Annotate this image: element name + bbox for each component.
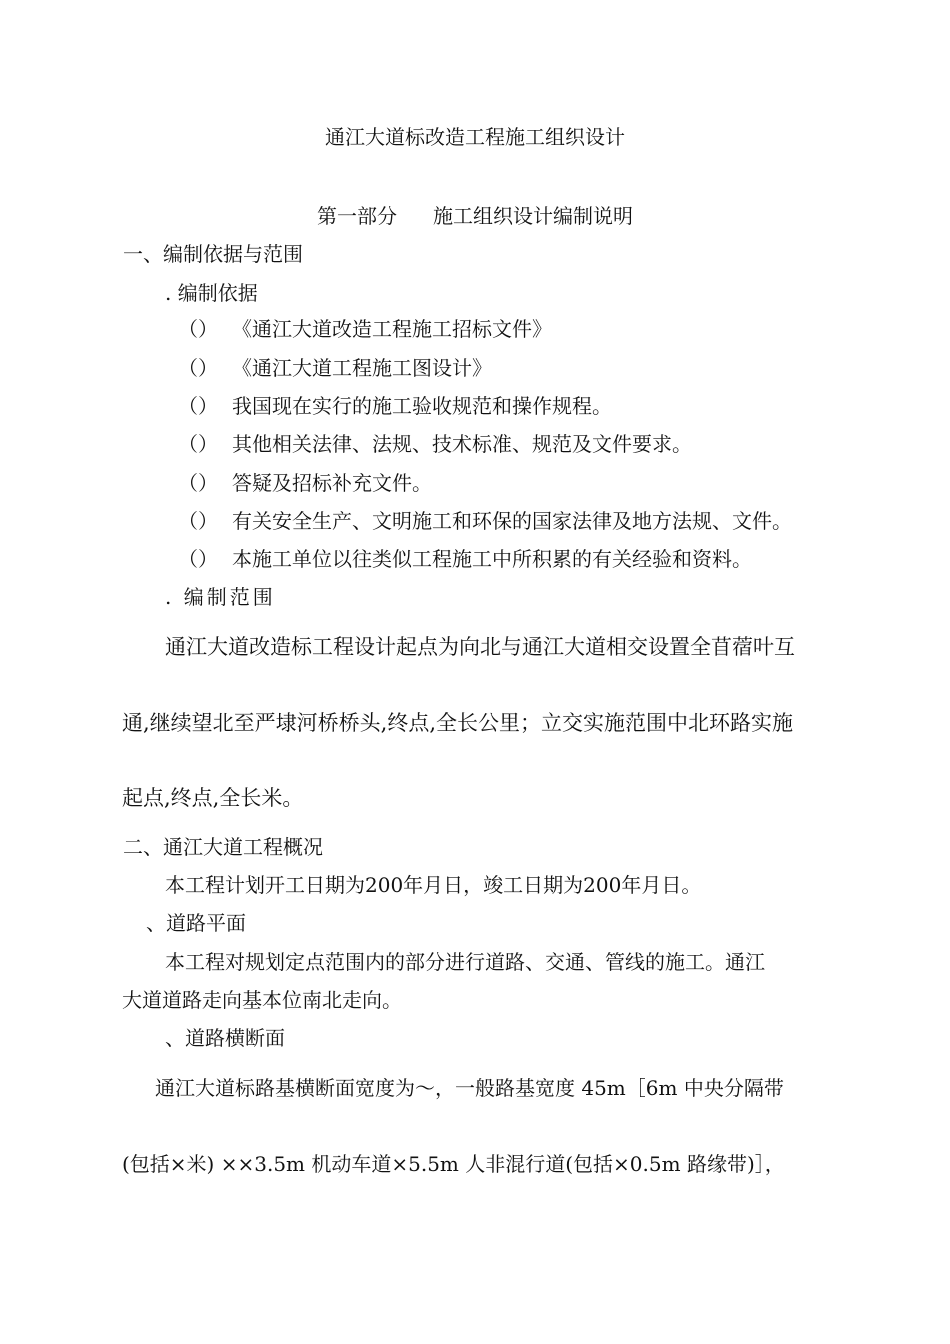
cross-section-line-1: 通江大道标路基横断面宽度为～，一般路基宽度 45m［6m 中央分隔带 [155,1076,784,1100]
item-number: （） [178,356,218,380]
document-title: 通江大道标改造工程施工组织设计 [325,125,625,149]
item-text: 本施工单位以往类似工程施工中所积累的有关经验和资料。 [232,547,752,571]
item-number: （） [178,317,218,341]
road-plan-line-1: 本工程对规划定点范围内的部分进行道路、交通、管线的施工。通江 [165,950,765,974]
item-text: 有关安全生产、文明施工和环保的国家法律及地方法规、文件。 [232,509,792,533]
scope-line-1: 通江大道改造标工程设计起点为向北与通江大道相交设置全苜蓿叶互 [165,635,795,659]
list-item [178,355,492,381]
list-item [178,431,692,457]
item-text: 答疑及招标补充文件。 [232,471,432,495]
part-title: 施工组织设计编制说明 [433,204,633,228]
scope-line-3: 起点,终点,全长米。 [122,786,304,810]
item-number: （） [178,547,218,571]
item-text: 《通江大道工程施工图设计》 [232,356,492,380]
part-label: 第一部分 [317,204,397,228]
subsection-2-2-heading: 、道路横断面 [165,1026,285,1050]
subsection-1-1-heading: . 编制依据 [165,281,258,305]
list-item [178,470,432,496]
list-item [178,546,752,572]
item-number: （） [178,394,218,418]
item-text: 其他相关法律、法规、技术标准、规范及文件要求。 [232,432,692,456]
list-item [178,393,612,419]
item-text: 我国现在实行的施工验收规范和操作规程。 [232,394,612,418]
part-heading [0,203,950,229]
cross-section-line-2: (包括×米) ××3.5m 机动车道×5.5m 人非混行道(包括×0.5m 路缘带)］， [122,1152,785,1176]
item-number: （） [178,509,218,533]
schedule-paragraph: 本工程计划开工日期为200年月日，竣工日期为200年月日。 [165,873,702,897]
list-item [178,316,552,342]
section-2-heading: 二、通江大道工程概况 [123,835,323,859]
subsection-2-1-heading: 、道路平面 [146,911,246,935]
subsection-1-2-heading: . 编制范围 [165,585,276,609]
scope-line-2: 通,继续望北至严埭河桥桥头,终点,全长公里；立交实施范围中北环路实施 [122,711,794,735]
list-item [178,508,792,534]
section-1-heading: 一、编制依据与范围 [123,242,303,266]
item-text: 《通江大道改造工程施工招标文件》 [232,317,552,341]
item-number: （） [178,432,218,456]
item-number: （） [178,471,218,495]
road-plan-line-2: 大道道路走向基本位南北走向。 [122,988,402,1012]
